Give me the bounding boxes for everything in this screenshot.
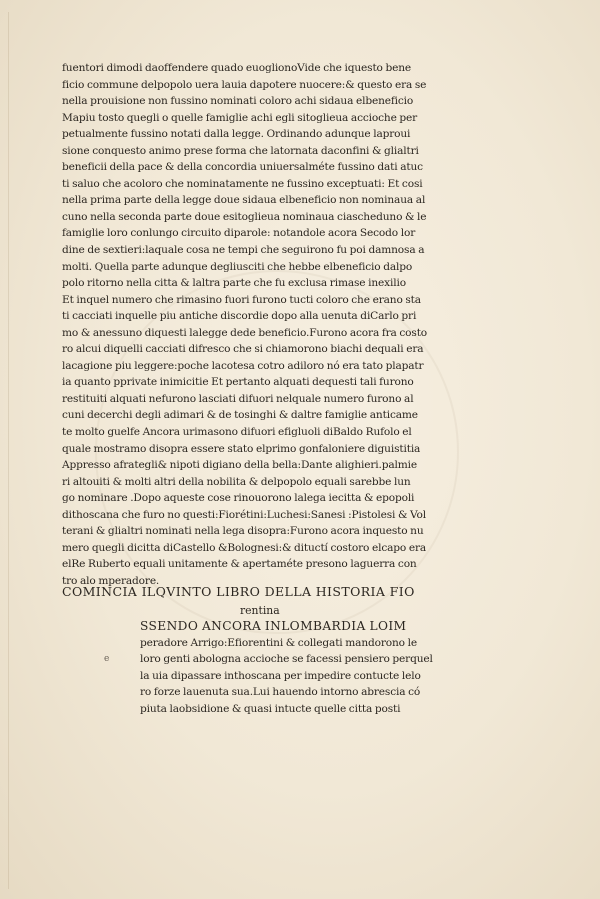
chapter-text xyxy=(140,618,470,718)
text-line: SSENDO ANCORA INLOMBARDIA LOIM xyxy=(140,619,407,633)
text-line: lacagione piu leggere:poche lacotesa cotro adiloro nó era tato plapatr xyxy=(62,359,424,372)
text-line: elRe Ruberto equali unitamente & apertaméte presono laguerra con xyxy=(62,558,417,571)
text-line: dine de sextieri:laquale cosa ne tempi che seguirono fu poi damnosa a xyxy=(62,244,425,257)
text-line: sione conquesto animo prese forma che latornata daconfini & glialtri xyxy=(62,144,419,157)
text-line: mo & anessuno diquesti lalegge dede beneficio.Furono acora fra costo xyxy=(62,326,428,339)
text-line: ri altouiti & molti altri della nobilita & delpopolo equali sarebbe lun xyxy=(62,475,411,488)
text-line: nella prouisione non fussino nominati coloro achi sidaua elbeneficio xyxy=(62,95,414,108)
text-line: terani & glialtri nominati nella lega disopra:Furono acora inquesto nu xyxy=(62,525,424,538)
chapter-heading: COMINCIA ILQVINTO LIBRO DELLA HISTORIA FIO xyxy=(62,584,415,599)
text-line: ro alcui diquelli cacciati difresco che si chiamorono biachi dequali era xyxy=(62,343,424,356)
text-line: nella prima parte della legge doue sidaua elbeneficio non nominaua al xyxy=(62,194,426,207)
text-line: go nominare .Dopo aqueste cose rinouorono lalega iecitta & epopoli xyxy=(62,492,415,505)
text-line: fuentori dimodi daoffendere quado euoglionoVide che iquesto bene xyxy=(62,62,412,74)
text-line: ti saluo che acoloro che nominatamente ne fussino exceptuati: Et cosi xyxy=(62,177,423,190)
text-line: ro forze lauenuta sua.Lui hauendo intorno abrescia có xyxy=(140,686,421,699)
text-line: Et inquel numero che rimasino fuori furono tucti coloro che erano sta xyxy=(62,293,421,306)
text-line: ti cacciati inquelle piu antiche discordie dopo alla uenuta diCarlo pri xyxy=(62,310,417,323)
text-line: molti. Quella parte adunque degliusciti che hebbe elbeneficio dalpo xyxy=(62,260,413,273)
text-line: restituiti alquati nefurono lasciati difuori nelquale numero furono al xyxy=(62,392,414,405)
text-line: petualmente fussino notati dalla legge. Ordinando adunque laproui xyxy=(62,128,411,141)
text-line: la uia dipassare inthoscana per impedire contucte lelo xyxy=(140,669,421,682)
text-line: piuta laobsidione & quasi intucte quelle citta posti xyxy=(140,702,401,715)
text-line: peradore Arrigo:Efiorentini & collegati mandorono le xyxy=(140,636,417,649)
guide-letter: e xyxy=(104,654,110,664)
text-line: Appresso afrategli& nipoti digiano della bella:Dante alighieri.palmie xyxy=(62,459,418,472)
text-line: Mapiu tosto quegli o quelle famiglie achi egli sitoglieua accioche per xyxy=(62,111,418,124)
text-line: polo ritorno nella citta & laltra parte che fu exclusa rimase inexilio xyxy=(62,277,406,290)
text-line: quale mostramo disopra essere stato elprimo gonfaloniere diguistitia xyxy=(62,442,421,455)
text-line: mero quegli dicitta diCastello &Bolognesi:& dituctí costoro elcapo era xyxy=(62,541,427,554)
text-line: cuni decerchi degli adimari & de tosinghi & daltre famiglie anticame xyxy=(62,409,418,422)
text-line: beneficii della pace & della concordia uniuersalméte fussino dati atuc xyxy=(62,161,423,174)
text-line: dithoscana che furo no questi:Fiorétini:Luchesi:Sanesi :Pistolesi & Vol xyxy=(62,508,426,521)
text-line: famiglie loro conlungo circuito diparole: notandole acora Secodo lor xyxy=(62,227,416,240)
text-line: tro alo mperadore. xyxy=(62,574,160,587)
text-line: ficio commune delpopolo uera lauia dapotere nuocere:& questo era se xyxy=(62,78,427,91)
chapter-heading-continuation: rentina xyxy=(240,604,280,617)
body-text xyxy=(62,60,452,590)
text-line: ia quanto pprivate inimicitie Et pertanto alquati dequesti tali furono xyxy=(62,376,414,389)
text-line: cuno nella seconda parte doue esitoglieua nominaua ciascheduno & le xyxy=(62,210,427,223)
text-line: te molto guelfe Ancora urimasono difuori efigluoli diBaldo Rufolo el xyxy=(62,426,412,439)
text-line: loro genti abologna accioche se facessi pensiero perquel xyxy=(140,653,433,666)
